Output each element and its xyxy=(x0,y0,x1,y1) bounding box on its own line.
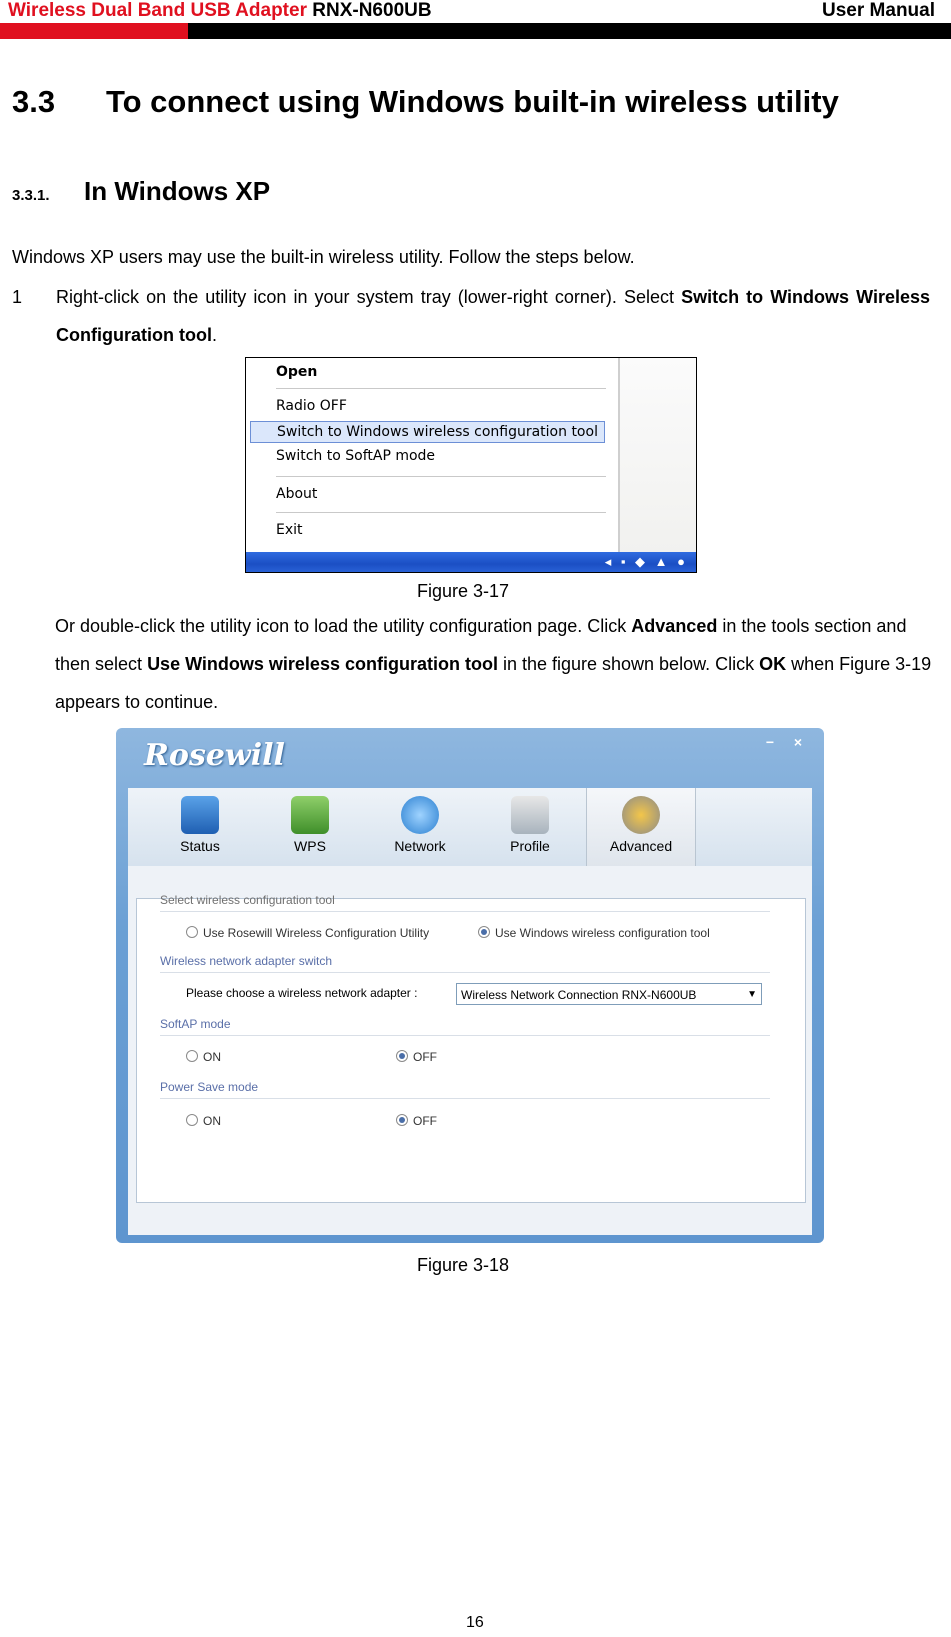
divider xyxy=(160,1035,770,1036)
step-text xyxy=(56,278,930,354)
option-label: OFF xyxy=(413,1114,437,1128)
subsection-number: 3.3.1. xyxy=(12,187,50,204)
figure-3-17-caption: Figure 3-17 xyxy=(417,581,510,601)
power-save-section-label: Power Save mode xyxy=(160,1080,259,1094)
divider xyxy=(160,972,770,973)
paragraph-advanced xyxy=(55,607,935,721)
option-label: Use Rosewill Wireless Configuration Utility xyxy=(203,926,430,940)
step-number: 1 xyxy=(12,287,23,307)
header-accent-bar xyxy=(0,23,188,39)
figure-3-18-caption: Figure 3-18 xyxy=(417,1255,510,1275)
page-number: 16 xyxy=(466,1614,484,1631)
section-title: To connect using Windows built-in wireless utility xyxy=(106,84,839,119)
option-label: ON xyxy=(203,1114,221,1128)
option-label: OFF xyxy=(413,1050,437,1064)
header-product-name: Wireless Dual Band USB Adapter xyxy=(8,0,307,21)
radio-icon xyxy=(186,1050,198,1062)
menu-item-about[interactable]: About xyxy=(276,486,318,502)
section-heading xyxy=(12,84,839,120)
power-off-option[interactable] xyxy=(396,1114,437,1128)
chevron-down-icon: ▼ xyxy=(747,989,757,1000)
header-model: RNX-N600UB xyxy=(312,0,432,21)
step-text-a: Right-click on the utility icon in your system tray (lower-right corner). Select xyxy=(56,287,682,307)
header-doc-type: User Manual xyxy=(822,0,935,21)
tool-status[interactable] xyxy=(146,788,254,866)
radio-selected-icon xyxy=(396,1050,408,1062)
wps-icon xyxy=(291,796,329,834)
menu-item-radio-off[interactable]: Radio OFF xyxy=(276,398,347,414)
radio-icon xyxy=(186,926,198,938)
step-text-b: . xyxy=(211,325,217,345)
section-number: 3.3 xyxy=(12,84,56,119)
page-header xyxy=(0,0,951,40)
tool-advanced[interactable] xyxy=(586,788,696,866)
figure-3-18-screenshot xyxy=(116,728,824,1243)
globe-icon xyxy=(401,796,439,834)
intro-paragraph: Windows XP users may use the built-in wireless utility. Follow the steps below. xyxy=(12,247,635,267)
menu-item-exit[interactable]: Exit xyxy=(276,522,303,538)
para2-text: in the figure shown below. Click xyxy=(497,654,760,674)
option-label: Use Windows wireless configuration tool xyxy=(495,926,710,940)
step-text-bold: Switch to Windows Wireless Configuration tool xyxy=(56,287,930,345)
rosewill-logo: Rosewill xyxy=(144,738,285,773)
para2-text: Or double-click the utility icon to load the utility configuration page. Click xyxy=(55,616,632,636)
radio-selected-icon xyxy=(478,926,490,938)
menu-item-switch-windows[interactable]: Switch to Windows wireless configuration tool xyxy=(250,421,605,443)
para2-bold-advanced: Advanced xyxy=(631,616,718,636)
tool-label: WPS xyxy=(294,838,326,854)
adapter-select-value: Wireless Network Connection RNX-N600UB xyxy=(461,988,697,1002)
monitor-icon xyxy=(181,796,219,834)
tool-label: Network xyxy=(394,838,446,854)
option-rosewill-utility[interactable] xyxy=(186,926,429,940)
divider xyxy=(160,1098,770,1099)
gears-icon xyxy=(622,796,660,834)
tools-bar xyxy=(128,788,812,866)
menu-item-open[interactable]: Open xyxy=(276,364,318,380)
tool-wps[interactable] xyxy=(256,788,364,866)
tool-label: Status xyxy=(180,838,220,854)
adapter-select[interactable] xyxy=(456,983,762,1005)
menu-item-softap[interactable]: Switch to SoftAP mode xyxy=(276,448,436,464)
divider xyxy=(160,911,770,912)
para2-text: in the tools section and then select xyxy=(55,616,907,674)
minimize-icon[interactable]: − xyxy=(765,734,775,750)
system-tray-icons[interactable]: ◂ ▪ ◆ ▲ ● xyxy=(604,554,688,569)
power-on-option[interactable] xyxy=(186,1114,221,1128)
menu-separator xyxy=(276,512,606,513)
tool-label: Advanced xyxy=(609,838,673,854)
windows-taskbar xyxy=(246,552,696,572)
close-icon[interactable]: × xyxy=(793,734,803,750)
tool-profile[interactable] xyxy=(476,788,584,866)
figure-3-17-screenshot xyxy=(245,357,697,573)
softap-on-option[interactable] xyxy=(186,1050,221,1064)
adapter-section-label: Wireless network adapter switch xyxy=(160,954,333,968)
radio-selected-icon xyxy=(396,1114,408,1126)
tray-context-menu xyxy=(246,358,620,554)
header-dark-bar xyxy=(188,23,951,39)
option-label: ON xyxy=(203,1050,221,1064)
softap-off-option[interactable] xyxy=(396,1050,437,1064)
menu-separator xyxy=(276,476,606,477)
header-product xyxy=(8,0,432,22)
subsection-heading xyxy=(12,176,270,207)
config-tool-section-label: Select wireless configuration tool xyxy=(160,893,335,907)
para2-bold-option: Use Windows wireless configuration tool xyxy=(147,654,498,674)
menu-separator xyxy=(276,388,606,389)
adapter-prompt: Please choose a wireless network adapter : xyxy=(186,986,418,1000)
para2-text: when Figure 3-19 appears to continue. xyxy=(55,654,932,712)
radio-icon xyxy=(186,1114,198,1126)
tool-label: Profile xyxy=(510,838,550,854)
profile-icon xyxy=(511,796,549,834)
tool-network[interactable] xyxy=(366,788,474,866)
advanced-panel xyxy=(128,866,812,1235)
subsection-title: In Windows XP xyxy=(84,176,271,206)
softap-section-label: SoftAP mode xyxy=(160,1017,231,1031)
option-windows-tool[interactable] xyxy=(478,926,710,940)
para2-bold-ok: OK xyxy=(759,654,787,674)
advanced-settings-box xyxy=(136,898,806,1203)
